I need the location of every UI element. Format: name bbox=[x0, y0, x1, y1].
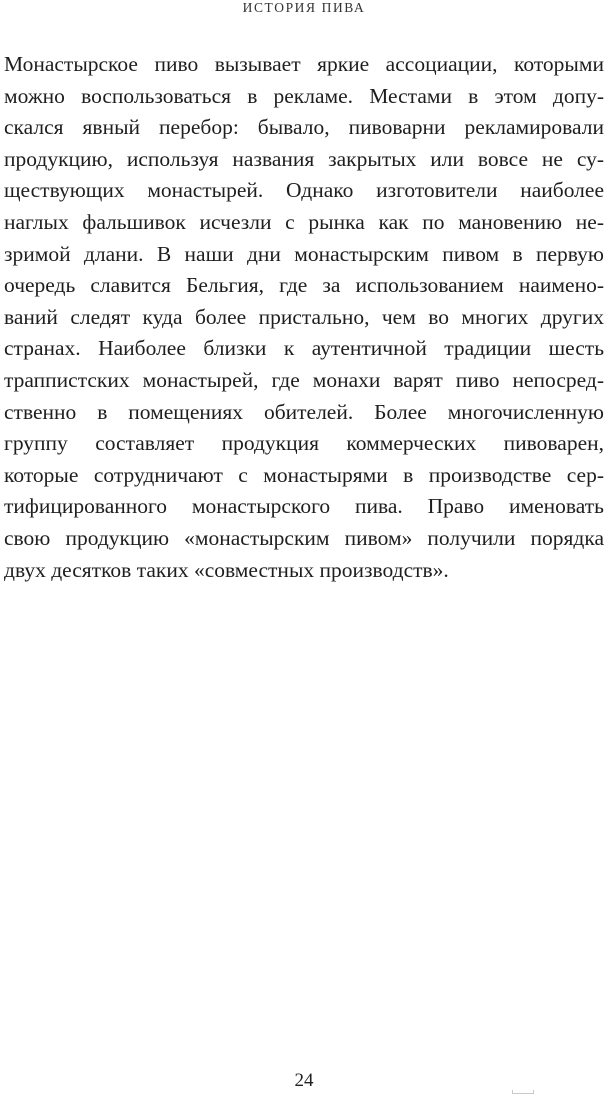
text-line: свою продукцию «монастырским пивом» получили порядка bbox=[4, 525, 604, 550]
text-line: ществующих монастырей. Однако изготовители наиболее bbox=[4, 178, 604, 203]
page-number: 24 bbox=[294, 1070, 314, 1091]
text-line: ваний следят куда более пристально, чем во многих других bbox=[4, 304, 604, 329]
corner-mark bbox=[512, 1090, 534, 1094]
text-line: странах. Наиболее близки к аутентичной традиции шесть bbox=[4, 336, 604, 361]
text-line: группу составляет продукция коммерческих пивоварен, bbox=[4, 431, 604, 456]
text-line: которые сотрудничают с монастырями в производстве сер- bbox=[4, 462, 604, 487]
text-line: наглых фальшивок исчезли с рынка как по мановению не- bbox=[4, 209, 604, 234]
text-line: очередь славится Бельгия, где за использованием наимено- bbox=[4, 273, 604, 298]
text-line: ственно в помещениях обителей. Более многочисленную bbox=[4, 399, 604, 424]
running-header: ИСТОРИЯ ПИВА bbox=[242, 0, 366, 15]
text-line: траппистских монастырей, где монахи варят пиво непосред- bbox=[4, 367, 604, 392]
text-line: продукцию, используя названия закрытых или вовсе не су- bbox=[4, 146, 604, 171]
text-line: можно воспользоваться в рекламе. Местами в этом допу- bbox=[4, 83, 604, 108]
body-paragraph bbox=[4, 49, 604, 586]
text-line: двух десятков таких «совместных производств». bbox=[4, 557, 449, 582]
text-line: зримой длани. В наши дни монастырским пивом в первую bbox=[4, 241, 604, 266]
text-line: тифицированного монастырского пива. Право именовать bbox=[4, 494, 604, 519]
text-line: скался явный перебор: бывало, пивоварни рекламировали bbox=[4, 115, 604, 140]
text-line: Монастырское пиво вызывает яркие ассоциации, которыми bbox=[4, 52, 604, 76]
